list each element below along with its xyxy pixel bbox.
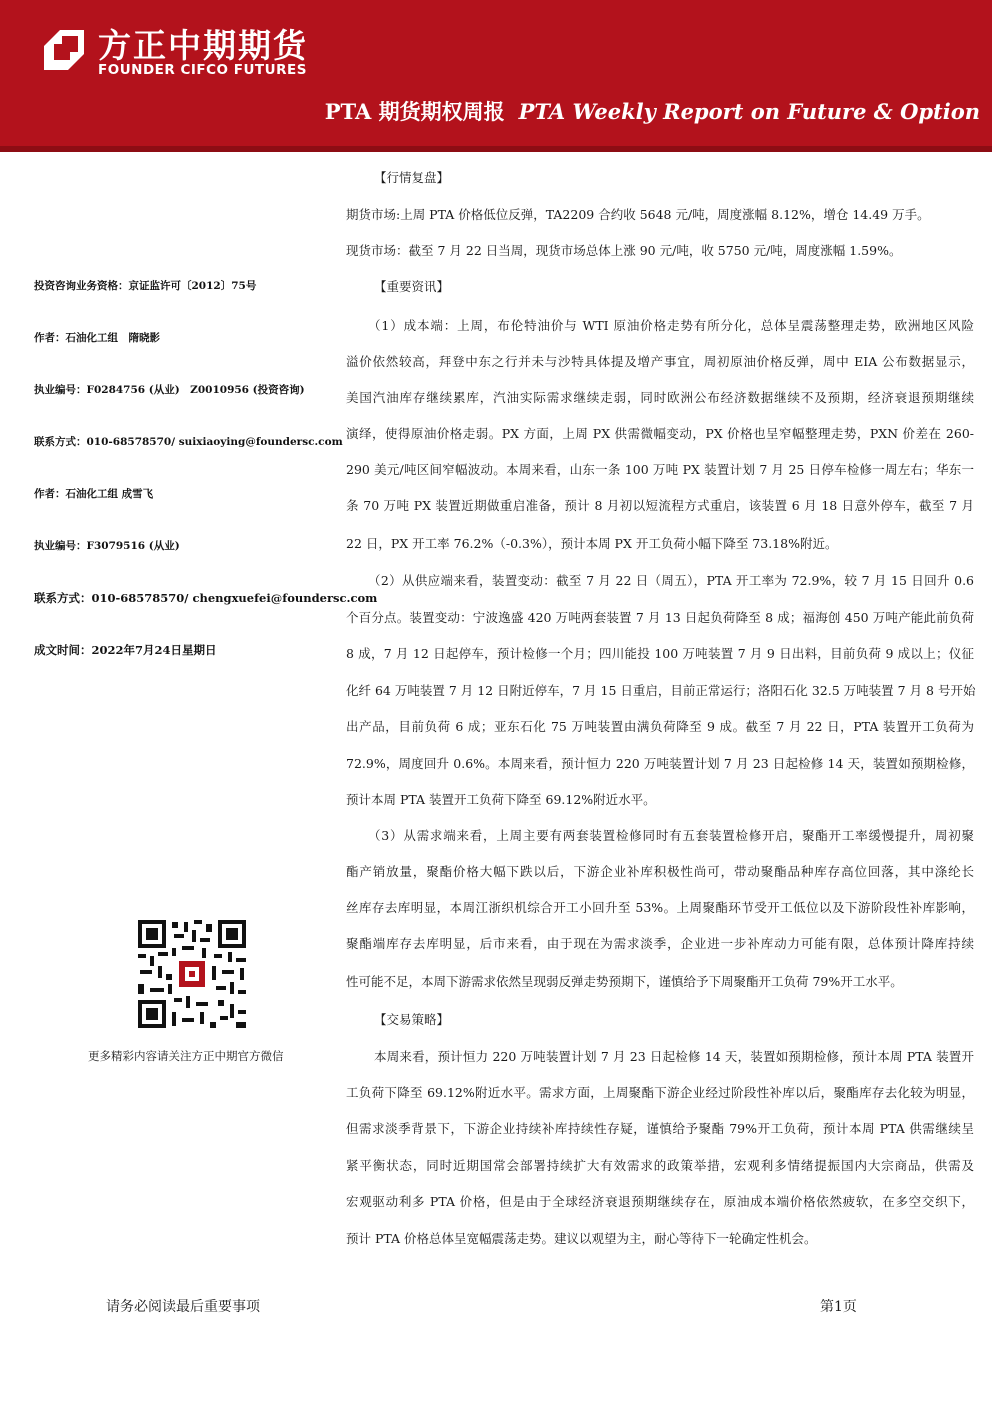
news-demand-line: 丝库存去库明显，本周江浙织机综合开工小回升至 53%。上周聚酯环节受开工低位以及下游阶段性补库影响， xyxy=(346,900,974,915)
brand-name-en: FOUNDER CIFCO FUTURES xyxy=(98,62,307,78)
qr-caption: 更多精彩内容请关注方正中期官方微信 xyxy=(88,1049,284,1063)
strategy-line: 宏观驱动利多 PTA 价格，但是由于全球经济衰退预期继续存在，原油成本端价格依然疲软，在多空交织下， xyxy=(346,1194,974,1209)
news-cost-line: 美国汽油库存继续累库，汽油实际需求继续走弱，同时欧洲公布经济数据继续不及预期，经济衰退预期继续 xyxy=(346,390,974,405)
report-title xyxy=(325,96,980,126)
contact-2: 联系方式：010-68578570/ chengxuefei@foundersc.com xyxy=(34,591,378,605)
strategy-line: 紧平衡状态，同时近期国常会部署持续扩大有效需求的政策举措，宏观利多情绪提振国内大宗商品，供需及 xyxy=(346,1158,974,1173)
news-cost-line: 290 美元/吨区间窄幅波动。本周来看，山东一条 100 万吨 PX 装置计划 7 月 25 日停车检修一周左右；华东一 xyxy=(346,462,974,477)
news-cost-line: 演绎，使得原油价格走弱。PX 方面，上周 PX 供需微幅变动，PX 价格也呈窄幅整理走势，PXN 价差在 260- xyxy=(346,426,974,441)
news-demand-line: （3）从需求端来看，上周主要有两套装置检修同时有五套装置检修开启，聚酯开工率缓慢提升，周初聚 xyxy=(368,828,974,843)
author-2: 作者：石油化工组 成雪飞 xyxy=(34,488,154,500)
news-supply-line: 8 成，7 月 12 日起停车，预计检修一个月；四川能投 100 万吨装置 7 月 9 日出料，目前负荷 9 成以上；仪征 xyxy=(346,646,974,661)
review-futures: 期货市场:上周 PTA 价格低位反弹，TA2209 合约收 5648 元/吨，周度涨幅 8.12%，增仓 14.49 万手。 xyxy=(346,207,930,222)
strategy-line: 本周来看，预计恒力 220 万吨装置计划 7 月 23 日起检修 14 天，装置如预期检修，预计本周 PTA 装置开 xyxy=(374,1049,974,1064)
news-cost-line: （1）成本端：上周，布伦特油价与 WTI 原油价格走势有所分化，总体呈震荡整理走势，欧洲地区风险 xyxy=(368,318,974,333)
news-demand-line: 聚酯端库存去库明显，后市来看，由于现在为需求淡季，企业进一步补库动力可能有限，总体预计降库持续 xyxy=(346,936,974,951)
news-demand-line: 性可能不足，本周下游需求依然呈现弱反弹走势预期下，谨慎给予下周聚酯开工负荷 79%开工水平。 xyxy=(346,974,903,989)
section-review-heading: 【行情复盘】 xyxy=(374,170,450,185)
qr-code-icon xyxy=(136,918,248,1030)
news-supply-line: 个百分点。装置变动：宁波逸盛 420 万吨两套装置 7 月 13 日起负荷降至 8 成；福海创 450 万吨产能此前负荷 xyxy=(346,610,974,625)
news-supply-line: 72.9%，周度回升 0.6%。本周来看，预计恒力 220 万吨装置计划 7 月 23 日起检修 14 天，装置如预期检修， xyxy=(346,756,974,771)
report-header xyxy=(0,0,992,152)
contact-1: 联系方式：010-68578570/ suixiaoying@foundersc.com xyxy=(34,436,343,448)
footer-notice: 请务必阅读最后重要事项 xyxy=(106,1299,260,1315)
report-title-en: PTA Weekly Report on Future & Option xyxy=(518,99,980,124)
news-supply-line: （2）从供应端来看，装置变动：截至 7 月 22 日（周五），PTA 开工率为 72.9%，较 7 月 15 日回升 0.6 xyxy=(368,573,974,588)
news-supply-line: 预计本周 PTA 装置开工负荷下降至 69.12%附近水平。 xyxy=(346,792,656,807)
news-supply-line: 化纤 64 万吨装置 7 月 12 日附近停车，7 月 15 日重启，目前正常运行；洛阳石化 32.5 万吨装置 7 月 8 号开始 xyxy=(346,683,976,698)
news-demand-line: 酯产销放量，聚酯价格大幅下跌以后，下游企业补库积极性尚可，带动聚酯品种库存高位回落，其中涤纶长 xyxy=(346,864,974,879)
strategy-line: 预计 PTA 价格总体呈宽幅震荡走势。建议以观望为主，耐心等待下一轮确定性机会。 xyxy=(346,1231,817,1246)
strategy-line: 但需求淡季背景下，下游企业持续补库持续性存疑，谨慎给予聚酯 79%开工负荷，预计本周 PTA 供需继续呈 xyxy=(346,1121,974,1136)
news-supply-line: 出产品，目前负荷 6 成；亚东石化 75 万吨装置由满负荷降至 9 成。截至 7 月 22 日，PTA 装置开工负荷为 xyxy=(346,719,974,734)
news-cost-line: 22 日，PX 开工率 76.2%（-0.3%），预计本周 PX 开工负荷小幅下降至 73.18%附近。 xyxy=(346,536,838,551)
license-2: 执业编号：F3079516 (从业) xyxy=(34,540,180,552)
review-spot: 现货市场：截至 7 月 22 日当周，现货市场总体上涨 90 元/吨，收 5750 元/吨，周度涨幅 1.59%。 xyxy=(346,243,902,258)
page-number: 第1页 xyxy=(820,1299,857,1315)
section-news-heading: 【重要资讯】 xyxy=(374,279,450,294)
founder-logo-icon xyxy=(40,26,88,74)
author-1: 作者：石油化工组 隋晓影 xyxy=(34,332,160,344)
strategy-line: 工负荷下降至 69.12%附近水平。需求方面，上周聚酯下游企业经过阶段性补库以后，聚酯库存去化较为明显， xyxy=(346,1085,974,1100)
qualification: 投资咨询业务资格：京证监许可〔2012〕75号 xyxy=(34,280,257,292)
news-cost-line: 条 70 万吨 PX 装置近期做重启准备，预计 8 月初以短流程方式重启，该装置 6 月 18 日意外停车，截至 7 月 xyxy=(346,498,974,513)
publish-date: 成文时间：2022年7月24日星期日 xyxy=(34,643,217,657)
license-1: 执业编号：F0284756 (从业) Z0010956 (投资咨询) xyxy=(34,384,305,396)
brand-name-cn: 方正中期期货 xyxy=(98,26,308,65)
section-strategy-heading: 【交易策略】 xyxy=(374,1012,450,1027)
report-title-cn: PTA 期货期权周报 xyxy=(324,99,505,124)
news-cost-line: 溢价依然较高，拜登中东之行并未与沙特具体提及增产事宜，周初原油价格反弹，周中 EIA 公布数据显示， xyxy=(346,354,974,369)
